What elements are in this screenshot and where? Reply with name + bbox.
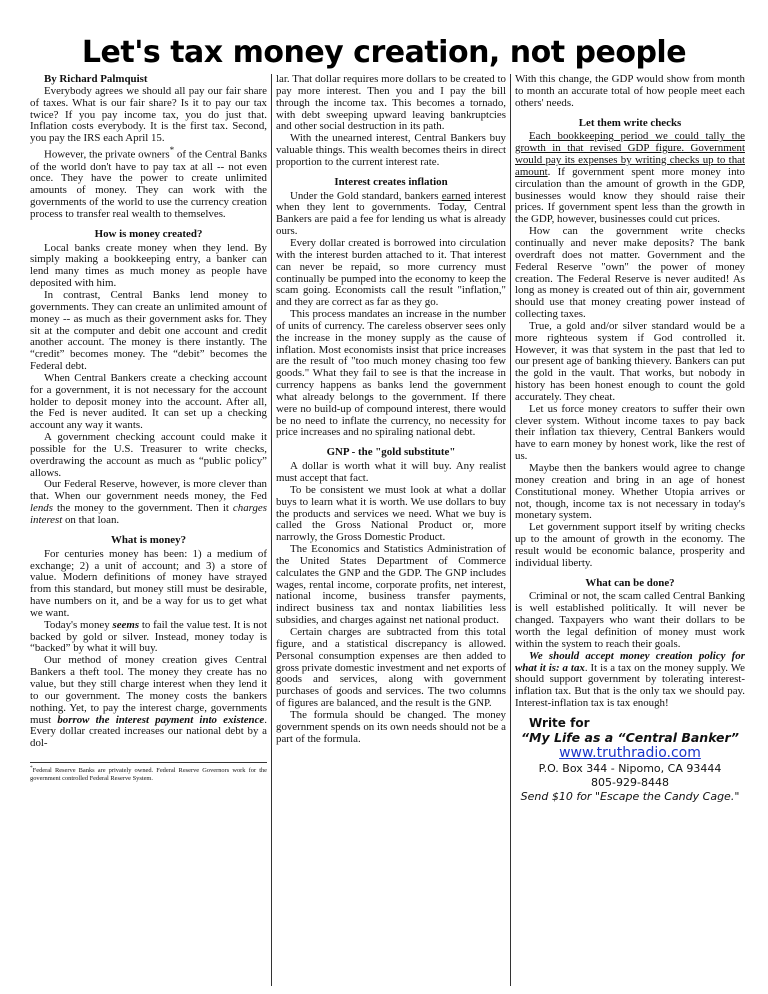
paragraph: Under the Gold standard, bankers earned interest when they lent to governments. Today, Central Bankers are paid a fee for lending us what is already ours. (276, 189, 506, 238)
paragraph: Let government support itself by writing checks up to the amount of growth in the economy. The result would be economic balance, prosperity and individual liberty. (515, 521, 745, 569)
paragraph: With this change, the GDP would show from month to month an accurate total of how people meet each others' needs. (515, 74, 745, 109)
paragraph: Certain charges are subtracted from this total figure, and a statistical discrepancy is allowed. Personal consumption expenses are then added to gross private domestic investment and net exports of goods and services, along with government purchases of goods and services. The two columns of figures are balanced, and the result is the GNP. (276, 625, 506, 710)
promo-offer: Send $10 for "Escape the Candy Cage." (520, 789, 740, 803)
section-heading: GNP - the "gold substitute" (326, 446, 456, 459)
paragraph: To be consistent we must look at what a dollar buys to learn what it is worth. We use dollars to buy the products and services we need. What we buy is called the Gross National Product or, more narrowly, the Gross Domestic Product. (276, 483, 506, 544)
paragraph: Today's money seems to fail the value test. It is not backed by gold or silver. Instead, money today is “backed” by what it will buy. (30, 618, 267, 655)
paragraph: This process mandates an increase in the number of units of currency. The careless observer sees only the increase in the money supply as the cause of inflation. Most economists insist that price increases are the result of "too much money chasing too few goods." What they fail to see is that the increase in currency happens as banks lend the government what already belongs to the government. If there were no build-up of compound interest, there would be no need to inflate the currency, no necessity for price increases and no spiraling national debt. (276, 308, 506, 439)
paragraph: In contrast, Central Banks lend money to governments. They can create an unlimited amount of money -- as much as their government asks for. They sit at the computer and debit one account and credit another account. The money is there instantly. The “credit” becomes money. The “debit” becomes the Federal debt. (30, 288, 267, 373)
mailing-address: P.O. Box 344 - Nipomo, CA 93444 (538, 761, 722, 775)
footnote-marker: * (169, 145, 175, 156)
paragraph: How can the government write checks continually and never make deposits? The bank overdraft does not matter. Government and the Federal Reserve "own" the power of money creation. The Federal Reserve is never audited! As long as money is created out of thin air, government should use that money creating power instead of collecting taxes. (515, 225, 745, 321)
paragraph: The formula should be changed. The money government spends on its own needs should not be a part of the formula. (276, 708, 506, 745)
paragraph: Every dollar created is borrowed into circulation with the interest burden attached to it. That interest can never be repaid, so more currency must continually be pumped into the economy to keep the scam going. Economists call the result "inflation," and they are correct as far as they go. (276, 236, 506, 309)
section-heading: Interest creates inflation (334, 175, 448, 188)
section-heading: Let them write checks (578, 116, 682, 129)
column-three (515, 74, 745, 986)
website-link[interactable]: www.truthradio.com (559, 744, 701, 761)
promo-book-title: “My Life as a “Central Banker” (521, 729, 739, 745)
paragraph: Everybody agrees we should all pay our fair share of taxes. What is our fair share? Is it to pay our tax twice? If you pay income tax, you do just that. Inflation costs everybody. It is the first tax. Second, you pay the IRS each April 15. (30, 84, 267, 145)
section-heading: What is money? (110, 533, 187, 546)
column-divider (510, 74, 511, 986)
paragraph: Criminal or not, the scam called Central Banking is well established politically. It will never be changed. Taxpayers who want their dollars to be worth the legal definition of money must work within the system to reach their goals. (515, 590, 745, 650)
paragraph: True, a gold and/or silver standard would be a more righteous system if God controlled it. However, it was that system in the past that led to our present age of banking thievery. Bankers can put the gold in the vault. That works, but nobody in history has been honest enough to count the gold accurately. They cheat. (515, 319, 745, 403)
column-one (30, 74, 267, 986)
paragraph: A government checking account could make it possible for the U.S. Treasurer to write checks, overdrawing the account as much as “public policy” allows. (30, 431, 267, 479)
paragraph: Our method of money creation gives Central Bankers a theft tool. The money they create has no value, but they still charge interest when they lend it to our government. The money costs the bankers nothing. Yet, to pay the interest charge, governments must borrow the interest payment into existence. Every dollar created increases our national debt by a dol- (30, 654, 267, 750)
paragraph: For centuries money has been: 1) a medium of exchange; 2) a unit of account; and 3) a store of value. Modern definitions of money have strayed from this standard, but money still must be desirable, have numbers on it, and be a way for us to get what we want. (30, 547, 267, 619)
paragraph: A dollar is worth what it will buy. Any realist must accept that fact. (276, 460, 506, 484)
section-heading: What can be done? (585, 576, 675, 589)
book-promo (515, 716, 745, 804)
column-divider (271, 74, 272, 986)
byline: By Richard Palmquist (44, 74, 148, 85)
footnote: *Federal Reserve Banks are privately owned. Federal Reserve Governors work for the government controlled Federal Reserve System. (30, 762, 267, 782)
paragraph: With the unearned interest, Central Bankers buy valuable things. This wealth becomes theirs in direct proportion to the current interest rate. (276, 132, 506, 168)
paragraph: lar. That dollar requires more dollars to be created to pay more interest. Then you and I pay the bill through the income tax. This becomes a tornado, with debt sweeping upward leaving bankruptcies and other social destruction in its path. (276, 74, 506, 133)
promo-write-for: Write for (529, 715, 590, 730)
phone-number: 805-929-8448 (591, 775, 669, 789)
paragraph: The Economics and Statistics Administration of the United States Department of Commerce calculates the GNP and the GDP. The GNP includes wages, rental income, corporate profits, net interest, national income, business transfer payments, indirect business tax and nontax liabilities less subsidies, and charges against net national product. (276, 543, 506, 627)
paragraph: When Central Bankers create a checking account for a government, it is not necessary for the account holder to deposit money into the account. After all, the Fed is never audited. It can set up a checking account any way it wants. (30, 371, 267, 432)
paragraph: Let us force money creators to suffer their own clever system. Without income taxes to pay back their inflation tax thievery, Central Bankers would have to earn money by honest work, like the rest of us. (515, 402, 745, 463)
paragraph: However, the private owners* of the Central Banks of the world don't have to pay tax at all -- not even once. They have the power to create unlimited amounts of money. They can work with the governments of the world to use the currency creation process to transfer real wealth to themselves. (30, 145, 267, 220)
paragraph: Each bookkeeping period we could tally the growth in that revised GDP figure. Government would pay its expenses by writing checks up to that amount. If government spent more money into circulation than the amount of growth in the GDP, businesses would know they should raise their prices. If government spent less than the growth in the GDP, however, businesses could cut prices. (515, 130, 745, 226)
article-title: Let's tax money creation, not people (81, 35, 687, 70)
paragraph: Our Federal Reserve, however, is more clever than that. When our government needs money, the Fed lends the money to the government. Then it charges interest on that loan. (30, 478, 267, 526)
paragraph: Local banks create money when they lend. By simply making a bookkeeping entry, a banker can lend many times as much money as people have deposited with him. (30, 241, 267, 290)
paragraph: We should accept money creation policy for what it is: a tax. It is a tax on the money supply. We should support government by tolerating interest-inflation tax. But that is the only tax we should pay. Interest-inflation tax is tax enough! (515, 649, 745, 710)
paragraph: Maybe then the bankers would agree to change money creation and bring in an age of honest Constitutional money. Whether Utopia arrives or not, though, income tax is not necessary in today's monetary system. (515, 462, 745, 522)
section-heading: How is money created? (94, 227, 203, 240)
column-two (276, 74, 506, 986)
